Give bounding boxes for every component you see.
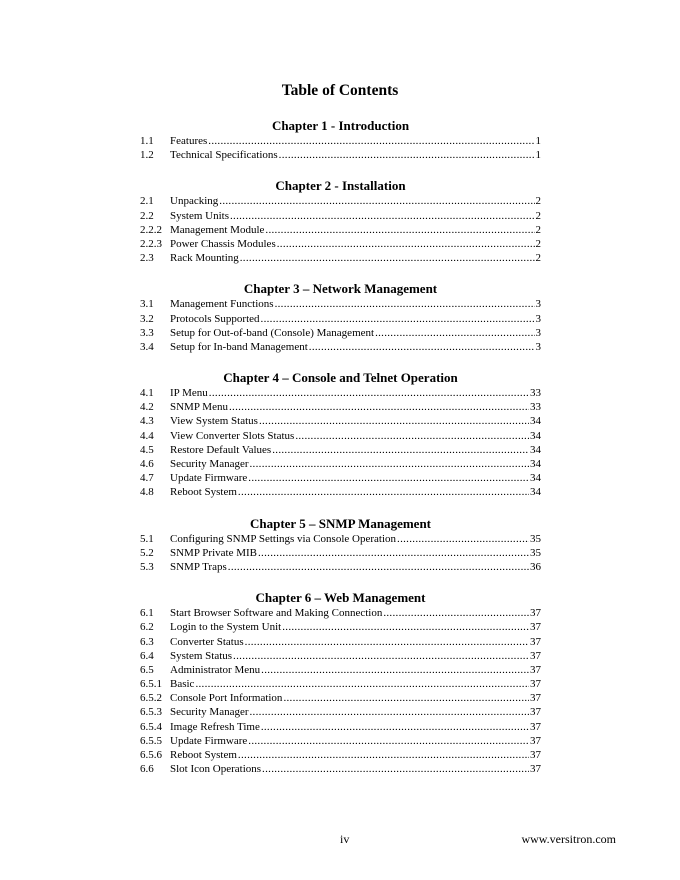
dot-leader: [262, 762, 529, 776]
entry-page-number: 34: [530, 415, 541, 428]
dot-leader: [238, 485, 529, 499]
toc-chapter: [140, 280, 541, 354]
dot-leader: [248, 471, 529, 485]
toc-entry[interactable]: [140, 237, 541, 251]
dot-leader: [375, 326, 534, 340]
entry-title: Restore Default Values: [170, 443, 272, 456]
toc-entry[interactable]: [140, 635, 541, 649]
entry-page-number: 37: [530, 678, 541, 691]
entry-number: 6.2: [140, 621, 154, 634]
entry-number: 4.3: [140, 415, 154, 428]
entry-title: Setup for In-band Management: [170, 340, 308, 353]
dot-leader: [279, 148, 535, 162]
entry-page-number: 2: [535, 209, 541, 222]
entry-page-number: 35: [530, 546, 541, 559]
toc-entry[interactable]: [140, 471, 541, 485]
entry-number: 4.5: [140, 443, 154, 456]
entry-title: Power Chassis Modules: [170, 237, 276, 250]
dot-leader: [265, 223, 534, 237]
entry-title: System Status: [170, 649, 233, 662]
dot-leader: [295, 429, 529, 443]
toc-entry[interactable]: [140, 691, 541, 705]
entry-title: Start Browser Software and Making Connection: [170, 607, 383, 620]
toc-entry[interactable]: [140, 705, 541, 719]
entry-number: 2.3: [140, 252, 154, 265]
entry-title: Converter Status: [170, 635, 244, 648]
entry-page-number: 37: [530, 692, 541, 705]
entry-page-number: 34: [530, 443, 541, 456]
entry-title: Image Refresh Time: [170, 720, 260, 733]
toc-entry[interactable]: [140, 748, 541, 762]
toc-entry[interactable]: [140, 546, 541, 560]
entry-number: 4.4: [140, 429, 154, 442]
entry-title: Reboot System: [170, 749, 237, 761]
toc-entry[interactable]: [140, 429, 541, 443]
entry-title: Technical Specifications: [170, 149, 278, 162]
entry-page-number: 34: [530, 472, 541, 485]
toc-entry[interactable]: [140, 326, 541, 340]
entry-title: IP Menu: [170, 387, 208, 400]
entry-page-number: 34: [530, 458, 541, 470]
entry-title: Features: [170, 135, 208, 147]
entry-number: 6.3: [140, 635, 154, 648]
dot-leader: [250, 705, 530, 719]
entry-title: SNMP Traps: [170, 560, 227, 573]
entry-page-number: 2: [535, 237, 541, 250]
entry-page-number: 1: [535, 135, 541, 147]
dot-leader: [219, 194, 534, 208]
toc-chapter: [140, 117, 541, 162]
toc-entry[interactable]: [140, 720, 541, 734]
entry-number: 3.2: [140, 312, 154, 325]
dot-leader: [258, 546, 529, 560]
toc-entry[interactable]: [140, 606, 541, 620]
entry-page-number: 3: [535, 340, 541, 353]
entry-page-number: 37: [530, 720, 541, 733]
entry-number: 5.3: [140, 560, 154, 573]
entry-number: 6.5.5: [140, 734, 162, 747]
entry-number: 3.3: [140, 326, 154, 339]
entry-page-number: 37: [530, 663, 541, 676]
dot-leader: [383, 606, 529, 620]
dot-leader: [397, 532, 529, 546]
entry-page-number: 37: [530, 749, 541, 761]
entry-title: Basic: [170, 678, 195, 691]
entry-number: 6.5.6: [140, 749, 162, 761]
entry-page-number: 37: [530, 734, 541, 747]
entry-title: Protocols Supported: [170, 312, 260, 325]
entry-title: Update Firmware: [170, 734, 248, 747]
dot-leader: [228, 560, 529, 574]
toc-entry[interactable]: [140, 620, 541, 634]
entry-page-number: 37: [530, 649, 541, 662]
entry-page-number: 2: [535, 195, 541, 208]
entry-title: Console Port Information: [170, 692, 283, 705]
dot-leader: [275, 297, 535, 311]
dot-leader: [261, 720, 529, 734]
dot-leader: [195, 677, 529, 691]
toc-chapter: [140, 515, 541, 575]
toc-entry[interactable]: [140, 209, 541, 223]
entry-title: Login to the System Unit: [170, 621, 282, 634]
entry-number: 6.5.4: [140, 720, 162, 733]
dot-leader: [233, 649, 529, 663]
toc-entry[interactable]: [140, 560, 541, 574]
entry-title: SNMP Menu: [170, 401, 228, 414]
toc-title: Table of Contents: [281, 82, 399, 99]
dot-leader: [282, 620, 529, 634]
entry-number: 2.2.3: [140, 237, 162, 250]
entry-page-number: 33: [530, 401, 541, 414]
dot-leader: [272, 443, 529, 457]
toc-entry[interactable]: [140, 194, 541, 208]
entry-page-number: 33: [530, 387, 541, 400]
chapter-heading: Chapter 2 - Installation: [275, 178, 406, 194]
toc-entry[interactable]: [140, 762, 541, 776]
entry-page-number: 37: [530, 607, 541, 620]
entry-title: Reboot System: [170, 486, 237, 499]
toc-entry[interactable]: [140, 134, 541, 148]
entry-title: Management Functions: [170, 298, 274, 311]
dot-leader: [248, 734, 529, 748]
toc-entry[interactable]: [140, 414, 541, 428]
entry-page-number: 34: [530, 429, 541, 442]
entry-page-number: 37: [530, 706, 541, 719]
entry-page-number: 36: [530, 560, 541, 573]
toc-entry[interactable]: [140, 485, 541, 499]
toc-chapter: [140, 369, 541, 500]
entry-number: 2.2: [140, 209, 154, 222]
toc-body: [140, 117, 541, 776]
entry-number: 6.6: [140, 763, 154, 776]
entry-page-number: 2: [535, 252, 541, 265]
entry-title: Security Manager: [170, 458, 249, 470]
entry-number: 4.2: [140, 401, 154, 414]
chapter-heading: Chapter 1 - Introduction: [271, 118, 410, 133]
dot-leader: [261, 312, 535, 326]
dot-leader: [229, 400, 529, 414]
toc-entry[interactable]: [140, 532, 541, 546]
entry-title: View System Status: [170, 415, 258, 428]
entry-title: Slot Icon Operations: [170, 763, 262, 776]
toc-entry[interactable]: [140, 663, 541, 677]
dot-leader: [238, 748, 529, 762]
dot-leader: [259, 414, 529, 428]
entry-title: SNMP Private MIB: [170, 546, 257, 559]
entry-number: 3.1: [140, 298, 154, 311]
entry-number: 1.2: [140, 149, 154, 162]
entry-page-number: 2: [535, 223, 541, 236]
entry-title: Unpacking: [170, 195, 219, 208]
entry-title: Security Manager: [170, 706, 249, 719]
entry-number: 4.8: [140, 486, 154, 499]
entry-title: Management Module: [170, 223, 265, 236]
entry-page-number: 3: [535, 312, 541, 325]
footer-website: www.versitron.com: [521, 832, 616, 846]
toc-entry[interactable]: [140, 386, 541, 400]
chapter-heading: Chapter 3 – Network Management: [243, 281, 438, 297]
entry-number: 6.1: [140, 607, 154, 620]
dot-leader: [261, 663, 529, 677]
entry-number: 2.1: [140, 195, 154, 208]
chapter-heading: Chapter 6 – Web Management: [255, 590, 426, 606]
entry-title: Update Firmware: [170, 472, 248, 485]
entry-number: 6.5.2: [140, 692, 162, 705]
toc-entry[interactable]: [140, 251, 541, 265]
dot-leader: [283, 691, 529, 705]
toc-entry[interactable]: [140, 400, 541, 414]
toc-chapter: [140, 177, 541, 265]
toc-entry[interactable]: [140, 649, 541, 663]
dot-leader: [245, 635, 529, 649]
entry-title: Setup for Out-of-band (Console) Management: [170, 326, 375, 339]
entry-page-number: 37: [530, 621, 541, 634]
toc-entry[interactable]: [140, 148, 541, 162]
entry-title: Rack Mounting: [170, 252, 239, 265]
entry-number: 6.5.1: [140, 678, 162, 691]
chapter-heading: Chapter 4 – Console and Telnet Operation: [223, 370, 458, 386]
dot-leader: [250, 457, 530, 471]
toc-entry[interactable]: [140, 223, 541, 237]
entry-title: Configuring SNMP Settings via Console Operation: [170, 532, 397, 545]
entry-number: 6.5: [140, 663, 154, 676]
toc-entry[interactable]: [140, 677, 541, 691]
entry-number: 2.2.2: [140, 223, 162, 236]
entry-number: 4.7: [140, 472, 154, 485]
toc-entry[interactable]: [140, 443, 541, 457]
entry-title: View Converter Slots Status: [170, 429, 295, 442]
entry-page-number: 37: [530, 763, 541, 776]
dot-leader: [240, 251, 535, 265]
entry-title: System Units: [170, 209, 229, 222]
entry-number: 6.5.3: [140, 706, 162, 719]
entry-number: 4.1: [140, 387, 154, 400]
entry-title: Administrator Menu: [170, 663, 261, 676]
entry-number: 5.1: [140, 532, 154, 545]
dot-leader: [208, 134, 534, 148]
entry-page-number: 35: [530, 532, 541, 545]
toc-entry[interactable]: [140, 340, 541, 354]
dot-leader: [209, 386, 529, 400]
dot-leader: [277, 237, 535, 251]
toc-entry[interactable]: [140, 297, 541, 311]
dot-leader: [230, 209, 535, 223]
entry-page-number: 3: [535, 298, 541, 311]
dot-leader: [309, 340, 535, 354]
chapter-heading: Chapter 5 – SNMP Management: [249, 515, 432, 531]
entry-page-number: 3: [535, 326, 541, 339]
entry-number: 4.6: [140, 458, 154, 470]
entry-number: 6.4: [140, 649, 154, 662]
entry-page-number: 1: [535, 149, 541, 162]
toc-chapter: [140, 589, 541, 776]
entry-number: 1.1: [140, 135, 154, 147]
entry-page-number: 37: [530, 635, 541, 648]
entry-number: 5.2: [140, 546, 154, 559]
entry-number: 3.4: [140, 340, 154, 353]
entry-page-number: 34: [530, 486, 541, 499]
toc-entry[interactable]: [140, 312, 541, 326]
toc-entry[interactable]: [140, 457, 541, 471]
toc-entry[interactable]: [140, 734, 541, 748]
footer-page-number: iv: [340, 832, 350, 846]
